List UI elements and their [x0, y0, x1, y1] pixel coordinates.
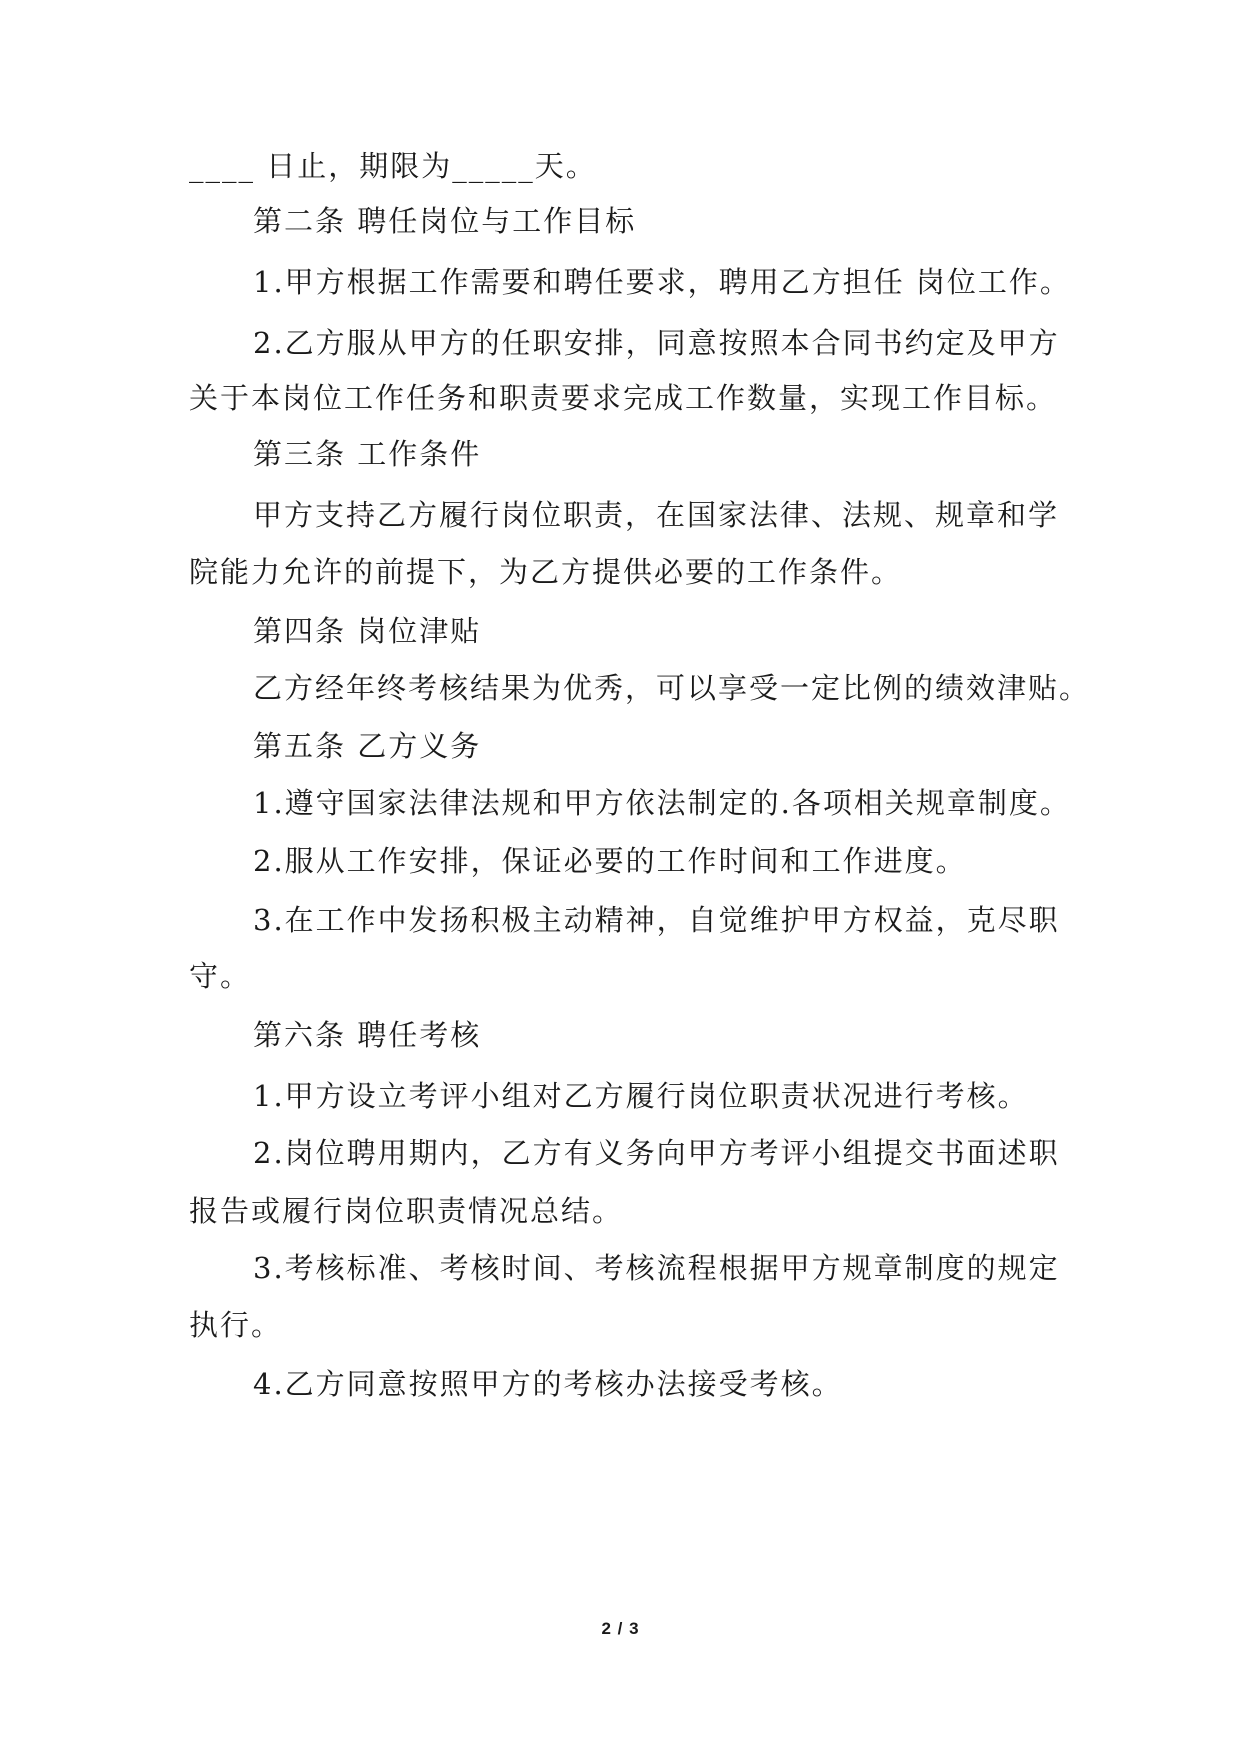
page-number: 2 / 3 [601, 1619, 640, 1638]
paragraph-line: 甲方支持乙方履行岗位职责，在国家法律、法规、规章和学 [253, 498, 1060, 532]
paragraph-line: 院能力允许的前提下，为乙方提供必要的工作条件。 [189, 555, 903, 589]
article-3-heading: 第三条 工作条件 [253, 437, 482, 471]
text-line-term-end: ____ 日止，期限为_____天。 [189, 149, 597, 183]
paragraph-line: 3.考核标准、考核时间、考核流程根据甲方规章制度的规定 [253, 1251, 1060, 1285]
paragraph-line: 2.乙方服从甲方的任职安排，同意按照本合同书约定及甲方 [253, 326, 1060, 360]
paragraph-line: 1.甲方根据工作需要和聘任要求，聘用乙方担任 岗位工作。 [253, 265, 1071, 299]
article-4-heading: 第四条 岗位津贴 [253, 614, 482, 648]
paragraph-line: 2.服从工作安排，保证必要的工作时间和工作进度。 [253, 844, 967, 878]
paragraph-line: 3.在工作中发扬积极主动精神，自觉维护甲方权益，克尽职 [253, 903, 1060, 937]
paragraph-line: 1.甲方设立考评小组对乙方履行岗位职责状况进行考核。 [253, 1079, 1029, 1113]
paragraph-line: 1.遵守国家法律法规和甲方依法制定的.各项相关规章制度。 [253, 786, 1071, 820]
article-5-heading: 第五条 乙方义务 [253, 729, 482, 763]
paragraph-line: 关于本岗位工作任务和职责要求完成工作数量，实现工作目标。 [189, 381, 1058, 415]
paragraph-line: 执行。 [189, 1308, 283, 1342]
article-2-heading: 第二条 聘任岗位与工作目标 [253, 204, 637, 238]
paragraph-line: 守。 [189, 959, 252, 993]
paragraph-line: 乙方经年终考核结果为优秀，可以享受一定比例的绩效津贴。 [253, 671, 1091, 705]
paragraph-line: 报告或履行岗位职责情况总结。 [189, 1194, 624, 1228]
paragraph-line: 4.乙方同意按照甲方的考核办法接受考核。 [253, 1367, 843, 1401]
article-6-heading: 第六条 聘任考核 [253, 1018, 482, 1052]
paragraph-line: 2.岗位聘用期内，乙方有义务向甲方考评小组提交书面述职 [253, 1136, 1060, 1170]
